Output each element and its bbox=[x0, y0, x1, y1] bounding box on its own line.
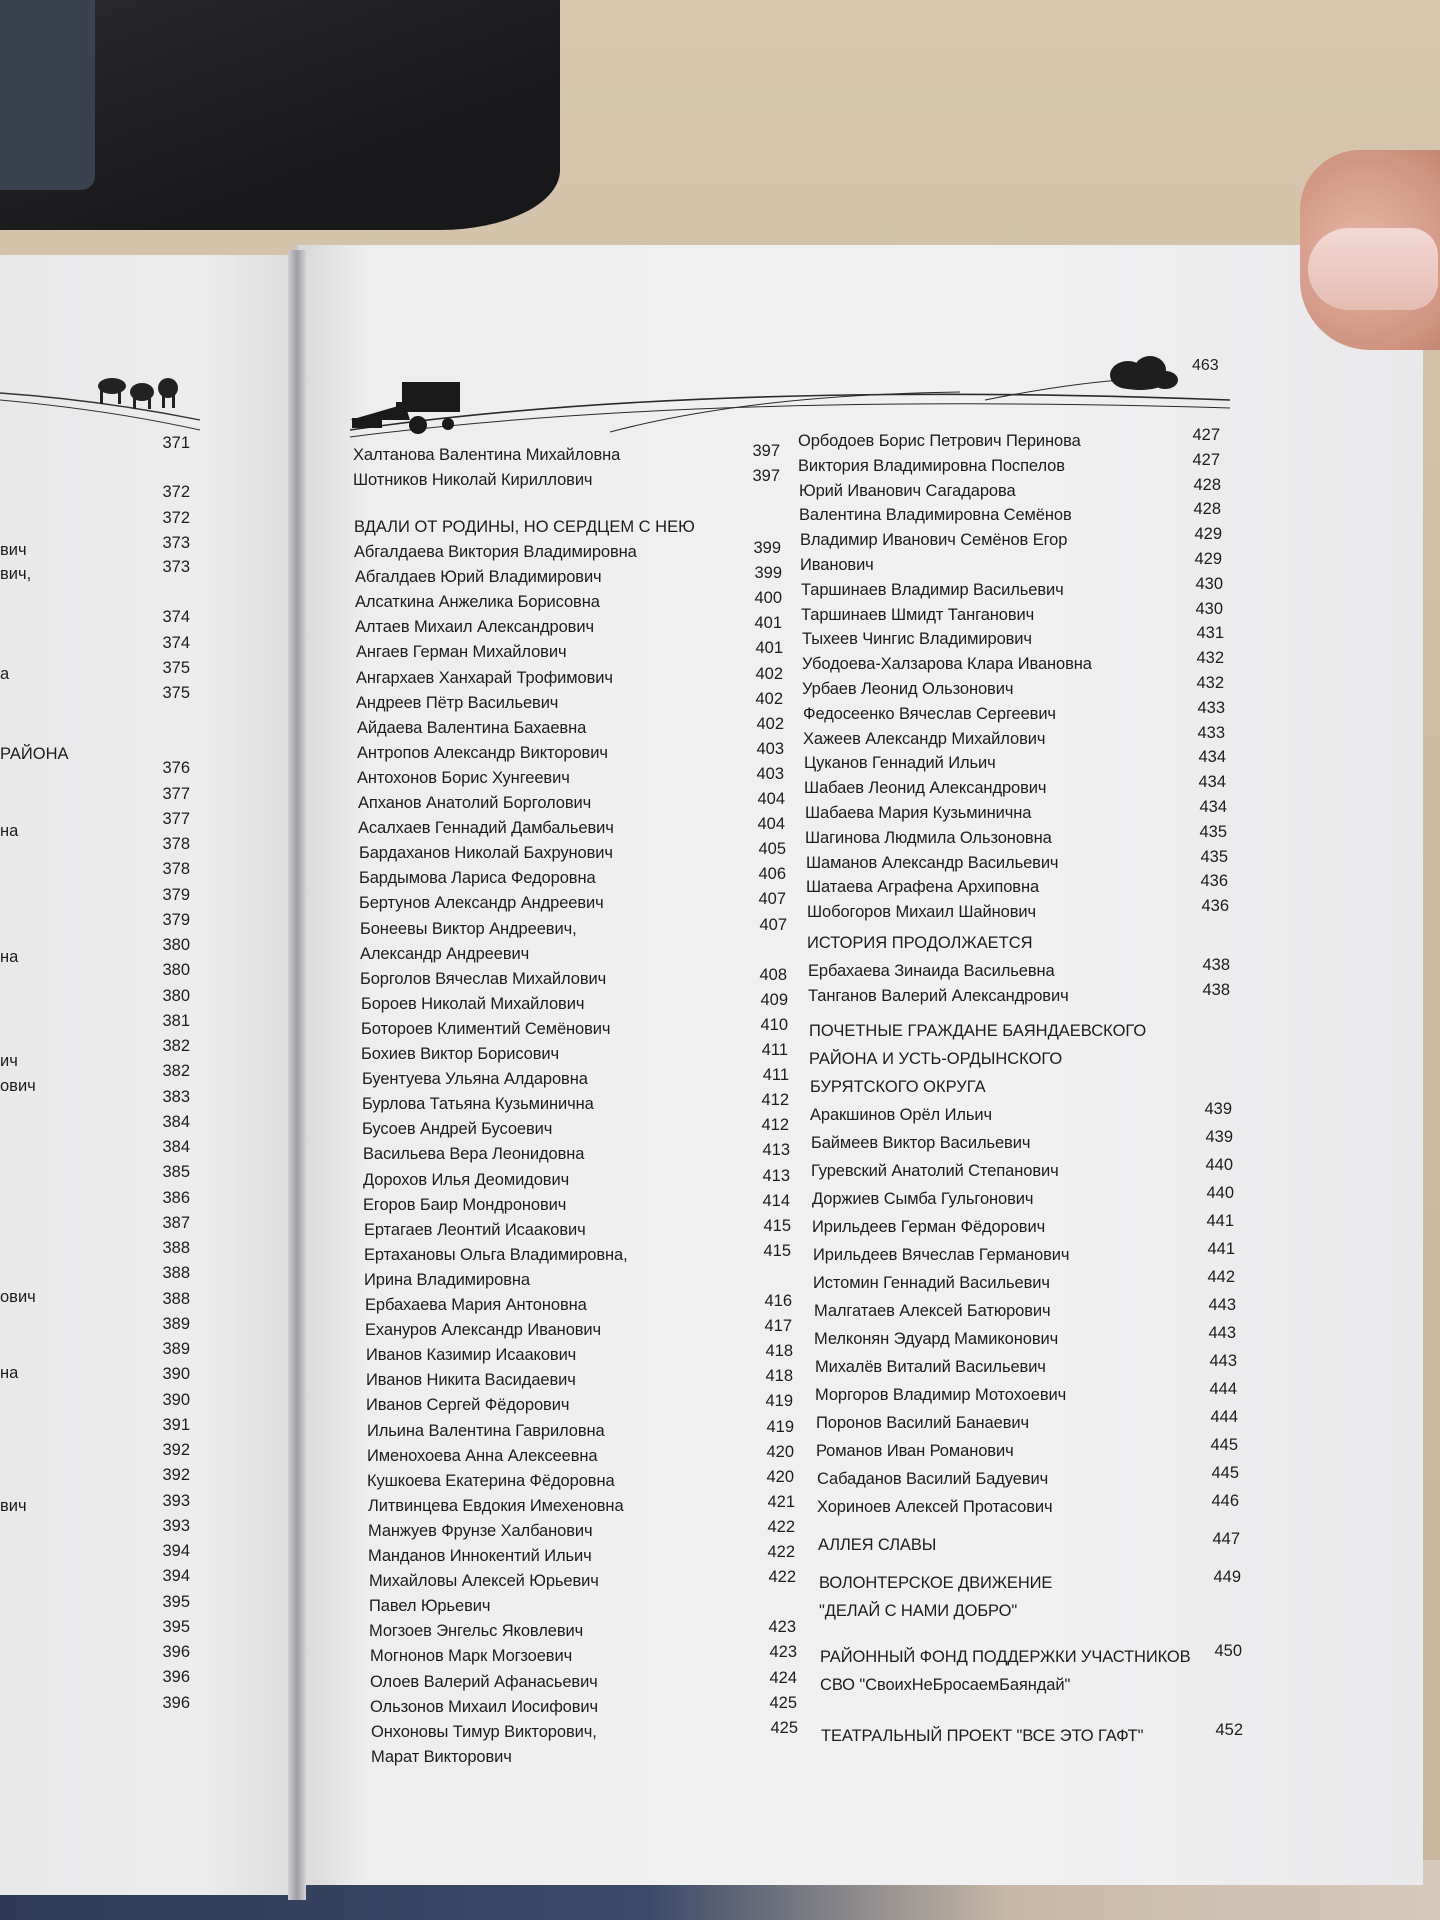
entry-page: 435 bbox=[1200, 847, 1228, 866]
entry-name: Ильина Валентина Гавриловна bbox=[367, 1421, 605, 1440]
entry-name: Урбаев Леонид Ользонович bbox=[802, 680, 1014, 698]
entry-name: Айдаева Валентина Бахаевна bbox=[357, 718, 587, 737]
left-page-number: 387 bbox=[162, 1214, 190, 1232]
entry-page: 446 bbox=[1211, 1492, 1239, 1510]
entry-name: Васильева Вера Леонидовна bbox=[363, 1145, 585, 1164]
left-page-number: 380 bbox=[162, 987, 190, 1005]
entry-name: Ангархаев Ханхарай Трофимович bbox=[356, 668, 613, 687]
entry-page: 440 bbox=[1205, 1156, 1233, 1174]
entry-page: 427 bbox=[1192, 426, 1220, 444]
entry-name: Шагинова Людмила Ользоновна bbox=[805, 828, 1052, 847]
entry-page: 413 bbox=[762, 1166, 790, 1185]
left-page-number: 381 bbox=[162, 1012, 190, 1030]
entry-name: Ирильдеев Герман Фёдорович bbox=[812, 1218, 1046, 1236]
volunteer-heading: ВОЛОНТЕРСКОЕ ДВИЖЕНИЕ bbox=[819, 1574, 1053, 1592]
entry-page: 418 bbox=[765, 1342, 793, 1361]
entry-page: 449 bbox=[1213, 1568, 1241, 1586]
entry-name: Антохонов Борис Хунгеевич bbox=[357, 768, 570, 787]
entry-page: 397 bbox=[752, 442, 780, 460]
entry-name: Абгалдаева Виктория Владимировна bbox=[354, 543, 637, 561]
left-page-number: 393 bbox=[162, 1492, 190, 1510]
entry-name: Апханов Анатолий Борголович bbox=[358, 794, 592, 812]
left-page-number: 377 bbox=[162, 810, 190, 828]
entry-page: 432 bbox=[1196, 674, 1224, 692]
entry-page: 436 bbox=[1200, 872, 1228, 891]
entry-name: Моргоров Владимир Мотохоевич bbox=[815, 1386, 1067, 1404]
entry-page: 428 bbox=[1193, 475, 1221, 494]
entry-name: Мелконян Эдуард Мамиконович bbox=[814, 1330, 1059, 1348]
entry-name: Ирина Владимировна bbox=[364, 1270, 530, 1289]
entry-page: 429 bbox=[1194, 525, 1222, 544]
entry-page: 431 bbox=[1196, 624, 1224, 643]
entry-name: Романов Иван Романович bbox=[816, 1442, 1014, 1460]
left-page-fragment: РАЙОНА bbox=[0, 745, 69, 763]
entry-name: Михайловы Алексей Юрьевич bbox=[369, 1572, 599, 1591]
entry-page: 444 bbox=[1209, 1380, 1237, 1398]
entry-page: 414 bbox=[762, 1191, 790, 1210]
entry-name: Доржиев Сымба Гульгонович bbox=[812, 1190, 1034, 1208]
entry-page: 424 bbox=[769, 1668, 797, 1687]
entry-page: 405 bbox=[758, 840, 786, 859]
entry-page: 412 bbox=[761, 1091, 789, 1110]
left-page-fragment: вич bbox=[0, 541, 27, 559]
left-page-number: 374 bbox=[162, 634, 190, 652]
entry-page: 423 bbox=[769, 1643, 797, 1662]
left-page-number: 394 bbox=[162, 1542, 190, 1560]
entry-name: Танганов Валерий Александрович bbox=[808, 987, 1069, 1005]
entry-page: 434 bbox=[1198, 773, 1226, 792]
left-page-number: 384 bbox=[162, 1113, 190, 1131]
left-page-number: 382 bbox=[162, 1062, 190, 1080]
entry-name: Бохиев Виктор Борисович bbox=[361, 1045, 560, 1063]
entry-name: Ирильдеев Вячеслав Германович bbox=[813, 1246, 1070, 1264]
entry-page: 433 bbox=[1197, 723, 1225, 742]
entry-page: 412 bbox=[761, 1116, 789, 1135]
entry-name: Бардаханов Николай Бахрунович bbox=[359, 844, 613, 863]
volunteer-heading: "ДЕЛАЙ С НАМИ ДОБРО" bbox=[819, 1602, 1018, 1620]
entry-page: 415 bbox=[763, 1216, 791, 1235]
left-page-number: 378 bbox=[162, 835, 190, 853]
entry-name: Ертагаев Леонтий Исаакович bbox=[364, 1220, 586, 1239]
left-page-number: 389 bbox=[162, 1340, 190, 1358]
entry-page: 400 bbox=[754, 589, 782, 608]
entry-page: 402 bbox=[755, 664, 783, 683]
entry-name: Могзоев Энгельс Яковлевич bbox=[369, 1622, 584, 1641]
entry-page: 425 bbox=[769, 1693, 797, 1712]
entry-name: Шобогоров Михаил Шайнович bbox=[807, 903, 1036, 922]
entry-page: 445 bbox=[1210, 1436, 1238, 1454]
left-page-number: 375 bbox=[162, 684, 190, 702]
entry-name: Алтаев Михаил Александрович bbox=[355, 618, 594, 637]
section-heading: ВДАЛИ ОТ РОДИНЫ, НО СЕРДЦЕМ С НЕЮ bbox=[354, 518, 695, 536]
entry-page: 415 bbox=[763, 1241, 791, 1260]
entry-page: 443 bbox=[1208, 1296, 1236, 1314]
entry-name: Орбодоев Борис Петрович Перинова bbox=[798, 432, 1081, 450]
honorary-heading: ПОЧЕТНЫЕ ГРАЖДАНЕ БАЯНДАЕВСКОГО bbox=[809, 1022, 1147, 1040]
entry-name: Егоров Баир Мондронович bbox=[363, 1195, 567, 1214]
entry-page: 403 bbox=[756, 739, 784, 758]
left-page-number: 379 bbox=[162, 886, 190, 904]
entry-page: 404 bbox=[757, 790, 785, 808]
fund-heading: СВО "СвоихНеБросаемБаяндай" bbox=[820, 1676, 1071, 1694]
left-page-fragment: ович bbox=[0, 1077, 36, 1095]
entry-page: 399 bbox=[754, 564, 782, 583]
entry-name: Могнонов Марк Могзоевич bbox=[370, 1647, 573, 1666]
honorary-heading: РАЙОНА И УСТЬ-ОРДЫНСКОГО bbox=[809, 1050, 1063, 1068]
entry-page: 420 bbox=[766, 1442, 794, 1461]
entry-name: Андреев Пётр Васильевич bbox=[356, 693, 559, 712]
entry-page: 440 bbox=[1206, 1184, 1234, 1202]
entry-page: 435 bbox=[1199, 822, 1227, 841]
entry-name: Манжуев Фрунзе Халбанович bbox=[368, 1521, 593, 1540]
entry-page: 408 bbox=[759, 965, 787, 984]
left-page-number: 377 bbox=[162, 785, 190, 803]
entry-name: Кушкоева Екатерина Фёдоровна bbox=[367, 1471, 615, 1490]
entry-name: Шатаева Аграфена Архиповна bbox=[806, 878, 1040, 897]
left-page-number: 392 bbox=[162, 1441, 190, 1459]
entry-page: 434 bbox=[1199, 798, 1227, 816]
entry-name: Хажеев Александр Михайлович bbox=[803, 729, 1046, 748]
page-number: 463 bbox=[1192, 357, 1219, 374]
entry-page: 444 bbox=[1210, 1408, 1238, 1426]
entry-name: Виктория Владимировна Поспелов bbox=[798, 456, 1065, 475]
left-page-number: 388 bbox=[162, 1290, 190, 1308]
entry-name: Ербахаева Зинаида Васильевна bbox=[808, 962, 1055, 980]
entry-name: Тыхеев Чингис Владимирович bbox=[802, 630, 1032, 649]
entry-name: Абгалдаев Юрий Владимирович bbox=[355, 568, 602, 587]
entry-page: 404 bbox=[757, 815, 785, 834]
entry-page: 422 bbox=[767, 1517, 795, 1536]
entry-name: Убодоева-Халзарова Клара Ивановна bbox=[802, 655, 1092, 674]
entry-name: Валентина Владимировна Семёнов bbox=[799, 506, 1072, 525]
entry-name: Иванов Никита Васидаевич bbox=[366, 1371, 576, 1390]
entry-name: Бардымова Лариса Федоровна bbox=[359, 869, 596, 888]
thumbnail-nail bbox=[1308, 228, 1438, 310]
left-page-number: 372 bbox=[162, 483, 190, 501]
entry-page: 403 bbox=[756, 764, 784, 783]
entry-page: 417 bbox=[764, 1317, 792, 1336]
entry-page: 422 bbox=[768, 1568, 796, 1587]
entry-name: Алсаткина Анжелика Борисовна bbox=[355, 593, 600, 612]
left-page-number: 372 bbox=[162, 509, 190, 527]
entry-name: Борголов Вячеслав Михайлович bbox=[360, 969, 607, 988]
entry-page: 445 bbox=[1211, 1464, 1239, 1482]
laptop-corner bbox=[0, 0, 95, 190]
entry-page: 413 bbox=[762, 1141, 790, 1160]
entry-name: Таршинаев Владимир Васильевич bbox=[801, 580, 1064, 599]
entry-name: Шабаев Леонид Александрович bbox=[804, 779, 1047, 798]
entry-name: Ербахаева Мария Антоновна bbox=[365, 1296, 587, 1314]
entry-name: Марат Викторович bbox=[371, 1747, 512, 1766]
theatre-heading: ТЕАТРАЛЬНЫЙ ПРОЕКТ "ВСЕ ЭТО ГАФТ" bbox=[821, 1727, 1144, 1745]
entry-name: Иванов Казимир Исаакович bbox=[366, 1346, 577, 1365]
entry-name: Иванович bbox=[800, 556, 874, 574]
entry-page: 407 bbox=[758, 890, 786, 909]
entry-name: Аракшинов Орёл Ильич bbox=[810, 1106, 992, 1124]
entry-name: Истомин Геннадий Васильевич bbox=[813, 1274, 1050, 1292]
left-page-number: 391 bbox=[162, 1416, 190, 1434]
entry-name: Бертунов Александр Андреевич bbox=[359, 894, 604, 913]
left-page-number: 379 bbox=[162, 911, 190, 929]
entry-name: Таршинаев Шмидт Танганович bbox=[801, 605, 1035, 624]
entry-name: Михалёв Виталий Васильевич bbox=[815, 1358, 1046, 1376]
entry-name: Шаманов Александр Васильевич bbox=[806, 853, 1059, 872]
left-page-fragment: ич bbox=[0, 1052, 18, 1070]
entry-page: 430 bbox=[1195, 599, 1223, 618]
entry-page: 441 bbox=[1206, 1212, 1234, 1230]
entry-page: 420 bbox=[766, 1467, 794, 1486]
entry-name: Цуканов Геннадий Ильич bbox=[804, 754, 996, 773]
entry-name: Буентуева Ульяна Алдаровна bbox=[362, 1070, 588, 1089]
entry-page: 447 bbox=[1212, 1530, 1240, 1548]
entry-page: 425 bbox=[770, 1718, 798, 1737]
entry-name: Сабаданов Василий Бадуевич bbox=[817, 1470, 1049, 1488]
entry-page: 406 bbox=[758, 865, 786, 884]
entry-page: 416 bbox=[764, 1292, 792, 1310]
entry-name: Шотников Николай Кириллович bbox=[353, 471, 593, 489]
entry-page: 430 bbox=[1195, 574, 1223, 593]
entry-name: Ользонов Михаил Иосифович bbox=[370, 1697, 599, 1716]
entry-page: 438 bbox=[1202, 956, 1230, 974]
left-page-number: 388 bbox=[162, 1264, 190, 1282]
left-page-fragment: на bbox=[0, 948, 19, 966]
entry-page: 421 bbox=[767, 1492, 795, 1511]
entry-name: Поронов Василий Банаевич bbox=[816, 1414, 1029, 1432]
entry-name: Юрий Иванович Сагадарова bbox=[799, 481, 1016, 500]
left-page-fragment: вич bbox=[0, 1497, 27, 1515]
entry-page: 407 bbox=[759, 915, 787, 934]
left-page-number: 373 bbox=[162, 534, 190, 552]
entry-name: Ертахановы Ольга Владимировна, bbox=[364, 1245, 628, 1264]
left-page-fragment: а bbox=[0, 665, 10, 683]
fund-heading: РАЙОННЫЙ ФОНД ПОДДЕРЖКИ УЧАСТНИКОВ bbox=[820, 1648, 1191, 1666]
entry-page: 401 bbox=[755, 639, 783, 658]
entry-name: Бороев Николай Михайлович bbox=[361, 994, 585, 1013]
entry-name: Федосеенко Вячеслав Сергеевич bbox=[803, 704, 1056, 723]
entry-name: Гуревский Анатолий Степанович bbox=[811, 1162, 1059, 1180]
entry-page: 427 bbox=[1192, 450, 1220, 469]
entry-page: 432 bbox=[1196, 649, 1224, 668]
entry-page: 411 bbox=[762, 1066, 789, 1085]
entry-page: 438 bbox=[1202, 981, 1230, 999]
left-page-number: 389 bbox=[162, 1315, 190, 1333]
entry-page: 442 bbox=[1207, 1268, 1235, 1286]
entry-page: 399 bbox=[753, 539, 781, 557]
left-page-number: 375 bbox=[162, 659, 190, 677]
left-page-number: 386 bbox=[162, 1189, 190, 1207]
entry-page: 423 bbox=[768, 1618, 796, 1637]
left-page-number: 393 bbox=[162, 1517, 190, 1535]
left-page-number: 380 bbox=[162, 936, 190, 954]
entry-name: Бурлова Татьяна Кузьминична bbox=[362, 1095, 594, 1114]
entry-name: Халтанова Валентина Михайловна bbox=[353, 446, 621, 464]
left-page-number: 396 bbox=[162, 1643, 190, 1661]
entry-page: 452 bbox=[1215, 1721, 1243, 1739]
entry-page: 436 bbox=[1201, 897, 1229, 916]
entry-name: Олоев Валерий Афанасьевич bbox=[370, 1672, 598, 1691]
entry-name: Баймеев Виктор Васильевич bbox=[811, 1134, 1031, 1152]
left-page-number: 373 bbox=[162, 558, 190, 576]
left-page-number: 388 bbox=[162, 1239, 190, 1257]
entry-name: Хориноев Алексей Протасович bbox=[817, 1498, 1053, 1516]
left-page-number: 374 bbox=[162, 608, 190, 626]
left-page-number: 395 bbox=[162, 1593, 190, 1611]
entry-page: 411 bbox=[761, 1041, 788, 1059]
entry-name: Онхоновы Тимур Викторович, bbox=[371, 1722, 597, 1741]
entry-page: 433 bbox=[1197, 698, 1225, 717]
left-page-number: 383 bbox=[162, 1088, 190, 1106]
entry-name: Александр Андреевич bbox=[360, 944, 530, 963]
entry-name: Манданов Иннокентий Ильич bbox=[368, 1547, 592, 1565]
left-page-number: 378 bbox=[162, 860, 190, 878]
entry-page: 419 bbox=[766, 1417, 794, 1436]
entry-name: Ангаев Герман Михайлович bbox=[356, 643, 567, 662]
entry-page: 418 bbox=[765, 1367, 793, 1386]
left-page-number: 376 bbox=[162, 759, 190, 777]
dark-object bbox=[0, 0, 560, 230]
entry-page: 397 bbox=[752, 467, 780, 485]
entry-name: Ботороев Климентий Семёнович bbox=[361, 1019, 611, 1038]
left-page-fragment: на bbox=[0, 1364, 19, 1382]
left-page-number: 385 bbox=[162, 1163, 190, 1181]
left-page-number: 394 bbox=[162, 1567, 190, 1585]
entry-page: 441 bbox=[1207, 1240, 1235, 1258]
book-gutter bbox=[288, 250, 306, 1900]
entry-name: Бонеевы Виктор Андреевич, bbox=[360, 919, 577, 938]
entry-name: Павел Юрьевич bbox=[369, 1597, 491, 1616]
left-page-number: 396 bbox=[162, 1694, 190, 1712]
entry-name: Бусоев Андрей Бусоевич bbox=[362, 1120, 553, 1139]
entry-name: Асалхаев Геннадий Дамбальевич bbox=[358, 819, 614, 838]
entry-name: Литвинцева Евдокия Имехеновна bbox=[368, 1496, 624, 1515]
left-page-fragment: вич, bbox=[0, 565, 32, 583]
history-heading: ИСТОРИЯ ПРОДОЛЖАЕТСЯ bbox=[807, 934, 1033, 952]
left-page-fragment: на bbox=[0, 822, 19, 840]
entry-page: 439 bbox=[1205, 1128, 1233, 1146]
alley-heading: АЛЛЕЯ СЛАВЫ bbox=[818, 1536, 937, 1554]
entry-name: Малгатаев Алексей Батюрович bbox=[814, 1302, 1051, 1320]
entry-name: Шабаева Мария Кузьминична bbox=[805, 804, 1032, 822]
left-page-number: 382 bbox=[162, 1037, 190, 1055]
honorary-heading: БУРЯТСКОГО ОКРУГА bbox=[810, 1078, 986, 1096]
entry-page: 443 bbox=[1209, 1352, 1237, 1370]
left-page-number: 390 bbox=[162, 1365, 190, 1383]
entry-page: 429 bbox=[1194, 550, 1222, 568]
entry-page: 422 bbox=[767, 1543, 795, 1561]
left-page-number: 380 bbox=[162, 961, 190, 979]
left-page-number: 392 bbox=[162, 1466, 190, 1484]
left-page-fragment: ович bbox=[0, 1288, 36, 1306]
entry-name: Именохоева Анна Алексеевна bbox=[367, 1446, 598, 1465]
entry-page: 450 bbox=[1214, 1642, 1242, 1660]
entry-page: 434 bbox=[1198, 748, 1226, 767]
entry-name: Антропов Александр Викторович bbox=[357, 743, 608, 762]
entry-page: 428 bbox=[1193, 500, 1221, 519]
entry-page: 409 bbox=[760, 990, 788, 1009]
entry-page: 410 bbox=[760, 1015, 788, 1034]
entry-name: Иванов Сергей Фёдорович bbox=[366, 1396, 570, 1415]
entry-name: Ехануров Александр Иванович bbox=[365, 1321, 602, 1340]
entry-page: 402 bbox=[755, 689, 783, 708]
left-page-number: 384 bbox=[162, 1138, 190, 1156]
entry-page: 419 bbox=[765, 1392, 793, 1411]
left-page-number: 390 bbox=[162, 1391, 190, 1409]
entry-page: 439 bbox=[1204, 1100, 1232, 1118]
left-page-number: 396 bbox=[162, 1668, 190, 1686]
entry-name: Владимир Иванович Семёнов Егор bbox=[800, 531, 1068, 550]
entry-page: 402 bbox=[756, 714, 784, 733]
left-page-number: 395 bbox=[162, 1618, 190, 1636]
left-page-number: 371 bbox=[162, 434, 190, 452]
entry-page: 401 bbox=[754, 614, 782, 633]
entry-page: 443 bbox=[1208, 1324, 1236, 1342]
entry-name: Дорохов Илья Деомидович bbox=[363, 1170, 570, 1189]
